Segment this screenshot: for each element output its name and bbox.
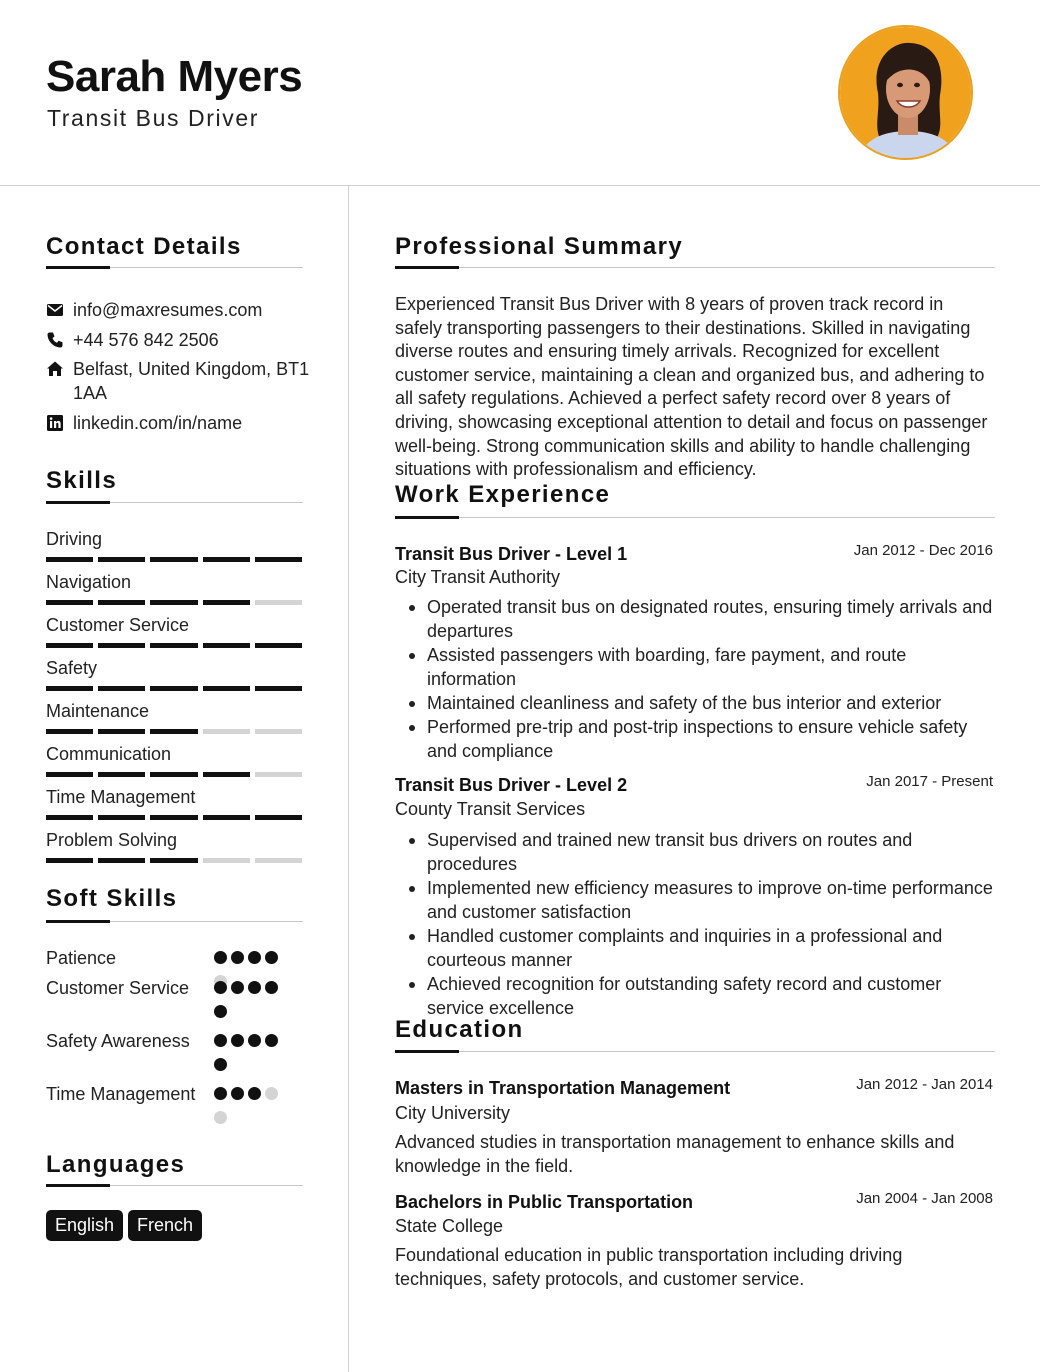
skill-level-bar [46, 729, 302, 734]
skill-level-segment [255, 600, 302, 605]
summary-heading: Professional Summary [395, 233, 684, 260]
skill-level-segment [46, 686, 93, 691]
skill-level-segment [203, 557, 250, 562]
job-bullet: Performed pre-trip and post-trip inspections to ensure vehicle safety and compliance [395, 715, 995, 763]
skill-label: Maintenance [46, 701, 150, 721]
rating-dot [265, 1087, 278, 1100]
skill-level-bar [46, 686, 302, 691]
rating-dot [265, 1034, 278, 1047]
skill-label: Time Management [46, 787, 196, 807]
skill-level-segment [203, 686, 250, 691]
rating-dot [248, 981, 261, 994]
skill-level-segment [98, 815, 145, 820]
job-title: Transit Bus Driver - Level 1 [395, 544, 628, 564]
rating-dot [214, 1087, 227, 1100]
soft-skills-accent [46, 920, 110, 923]
phone-text: +44 576 842 2506 [73, 330, 219, 350]
skill-label: Navigation [46, 572, 132, 592]
languages-accent [46, 1184, 110, 1187]
profile-photo [838, 25, 973, 160]
column-divider [348, 186, 349, 1372]
skill-level-segment [255, 858, 302, 863]
experience-accent [395, 516, 459, 519]
job-date: Jan 2017 - Present [866, 773, 993, 790]
rating-dot [248, 1087, 261, 1100]
skill-level-bar [46, 600, 302, 605]
skills-heading: Skills [46, 467, 118, 494]
job-org: County Transit Services [395, 799, 586, 819]
soft-skill-label: Safety Awareness [46, 1031, 190, 1051]
skill-level-segment [203, 858, 250, 863]
rating-dot [248, 1034, 261, 1047]
degree-date: Jan 2012 - Jan 2014 [856, 1076, 993, 1093]
rating-dot [231, 1087, 244, 1100]
skill-level-segment [255, 557, 302, 562]
skill-level-segment [255, 815, 302, 820]
job-bullet: Maintained cleanliness and safety of the bus interior and exterior [395, 691, 995, 715]
job-bullets [395, 595, 995, 763]
rating-dot [214, 1111, 227, 1124]
skill-level-segment [150, 557, 197, 562]
rating-dot [214, 1005, 227, 1018]
skill-level-bar [46, 643, 302, 648]
job-bullet: Assisted passengers with boarding, fare payment, and route information [395, 643, 995, 691]
skill-level-segment [150, 729, 197, 734]
degree-date: Jan 2004 - Jan 2008 [856, 1190, 993, 1207]
skill-level-segment [150, 815, 197, 820]
rating-dot [265, 951, 278, 964]
contact-heading: Contact Details [46, 233, 242, 260]
skill-level-segment [46, 557, 93, 562]
home-icon [46, 360, 64, 378]
job-bullet: Achieved recognition for outstanding safety record and customer service excellence [395, 972, 995, 1020]
skill-level-segment [98, 729, 145, 734]
skill-level-segment [203, 729, 250, 734]
skill-level-segment [46, 815, 93, 820]
summary-rule [395, 267, 995, 268]
soft-skills-heading: Soft Skills [46, 885, 178, 912]
education-rule [395, 1051, 995, 1052]
experience-rule [395, 517, 995, 518]
rating-dot [214, 1058, 227, 1071]
rating-dot [214, 951, 227, 964]
skill-label: Safety [46, 658, 98, 678]
skill-level-segment [150, 858, 197, 863]
envelope-icon [46, 301, 64, 319]
skill-level-segment [46, 772, 93, 777]
skill-level-segment [46, 858, 93, 863]
skill-level-segment [46, 643, 93, 648]
language-badge: French [128, 1210, 202, 1241]
job-bullet: Supervised and trained new transit bus drivers on routes and procedures [395, 828, 995, 876]
rating-dot [231, 951, 244, 964]
skill-label: Customer Service [46, 615, 190, 635]
skill-level-segment [46, 729, 93, 734]
skill-level-bar [46, 815, 302, 820]
skill-level-segment [46, 600, 93, 605]
resume-header [0, 0, 1040, 186]
rating-dot [248, 951, 261, 964]
degree-description: Foundational education in public transportation including driving techniques, safety protocols, and customer service. [395, 1245, 903, 1289]
linkedin-text: linkedin.com/in/name [73, 413, 243, 433]
rating-dot [265, 981, 278, 994]
education-accent [395, 1050, 459, 1053]
soft-skill-rating [214, 1087, 286, 1124]
experience-heading: Work Experience [395, 481, 611, 508]
skill-level-segment [98, 643, 145, 648]
skill-level-segment [150, 772, 197, 777]
skill-level-segment [255, 772, 302, 777]
soft-skill-rating [214, 981, 286, 1018]
job-bullet: Implemented new efficiency measures to improve on-time performance and customer satisfaction [395, 876, 995, 924]
skill-level-segment [255, 729, 302, 734]
profile-photo-image [840, 27, 973, 160]
skill-level-segment [98, 686, 145, 691]
job-title: Transit Bus Driver - Level 2 [395, 775, 628, 795]
skill-level-bar [46, 557, 302, 562]
skill-level-segment [98, 557, 145, 562]
soft-skill-label: Customer Service [46, 978, 190, 998]
degree-title: Masters in Transportation Management [395, 1078, 731, 1098]
candidate-title: Transit Bus Driver [47, 105, 259, 131]
skill-level-segment [98, 858, 145, 863]
languages-heading: Languages [46, 1151, 186, 1178]
address-text: Belfast, United Kingdom, BT1 1AA [73, 359, 310, 403]
degree-title: Bachelors in Public Transportation [395, 1192, 694, 1212]
soft-skill-label: Patience [46, 948, 117, 968]
rating-dot [231, 981, 244, 994]
skill-level-segment [150, 686, 197, 691]
skill-level-segment [203, 643, 250, 648]
contact-accent [46, 266, 110, 269]
skill-level-bar [46, 858, 302, 863]
job-bullets [395, 828, 995, 1020]
skill-label: Communication [46, 744, 172, 764]
soft-skill-rating [214, 1034, 286, 1071]
school-name: City University [395, 1103, 511, 1123]
skill-level-segment [150, 643, 197, 648]
skill-level-segment [255, 643, 302, 648]
job-date: Jan 2012 - Dec 2016 [853, 542, 993, 559]
skill-level-segment [203, 815, 250, 820]
school-name: State College [395, 1216, 504, 1236]
rating-dot [214, 981, 227, 994]
education-heading: Education [395, 1016, 524, 1043]
skill-label: Driving [46, 529, 103, 549]
rating-dot [214, 1034, 227, 1047]
skill-level-segment [98, 600, 145, 605]
summary-text: Experienced Transit Bus Driver with 8 years of proven track record in safely transporting passengers to their destinations. Skilled in navigating diverse routes and ensuring timely arrivals. Recognized for excellent customer service, maintaining a clean and organized bus, and adhering to all safety regulations. Achieved a perfect safety record over 8 years of driving, showcasing exceptional attention to detail and focus on passenger well-being. Strong communication skills and ability to handle challenging situations with professionalism and efficiency. [395, 294, 988, 480]
skill-level-segment [255, 686, 302, 691]
skills-accent [46, 501, 110, 504]
job-bullet: Handled customer complaints and inquiries in a professional and courteous manner [395, 924, 995, 972]
soft-skill-label: Time Management [46, 1084, 196, 1104]
skill-level-segment [203, 600, 250, 605]
skill-level-segment [98, 772, 145, 777]
skill-label: Problem Solving [46, 830, 178, 850]
rating-dot [231, 1034, 244, 1047]
candidate-name: Sarah Myers [46, 52, 303, 101]
job-org: City Transit Authority [395, 567, 561, 587]
linkedin-icon [46, 414, 64, 432]
summary-accent [395, 266, 459, 269]
skill-level-segment [150, 600, 197, 605]
phone-icon [46, 331, 64, 349]
job-bullet: Operated transit bus on designated routes, ensuring timely arrivals and departures [395, 595, 995, 643]
email-text: info@maxresumes.com [73, 300, 263, 320]
degree-description: Advanced studies in transportation management to enhance skills and knowledge in the field. [395, 1132, 955, 1176]
skill-level-segment [203, 772, 250, 777]
skill-level-bar [46, 772, 302, 777]
language-badge: English [46, 1210, 123, 1241]
